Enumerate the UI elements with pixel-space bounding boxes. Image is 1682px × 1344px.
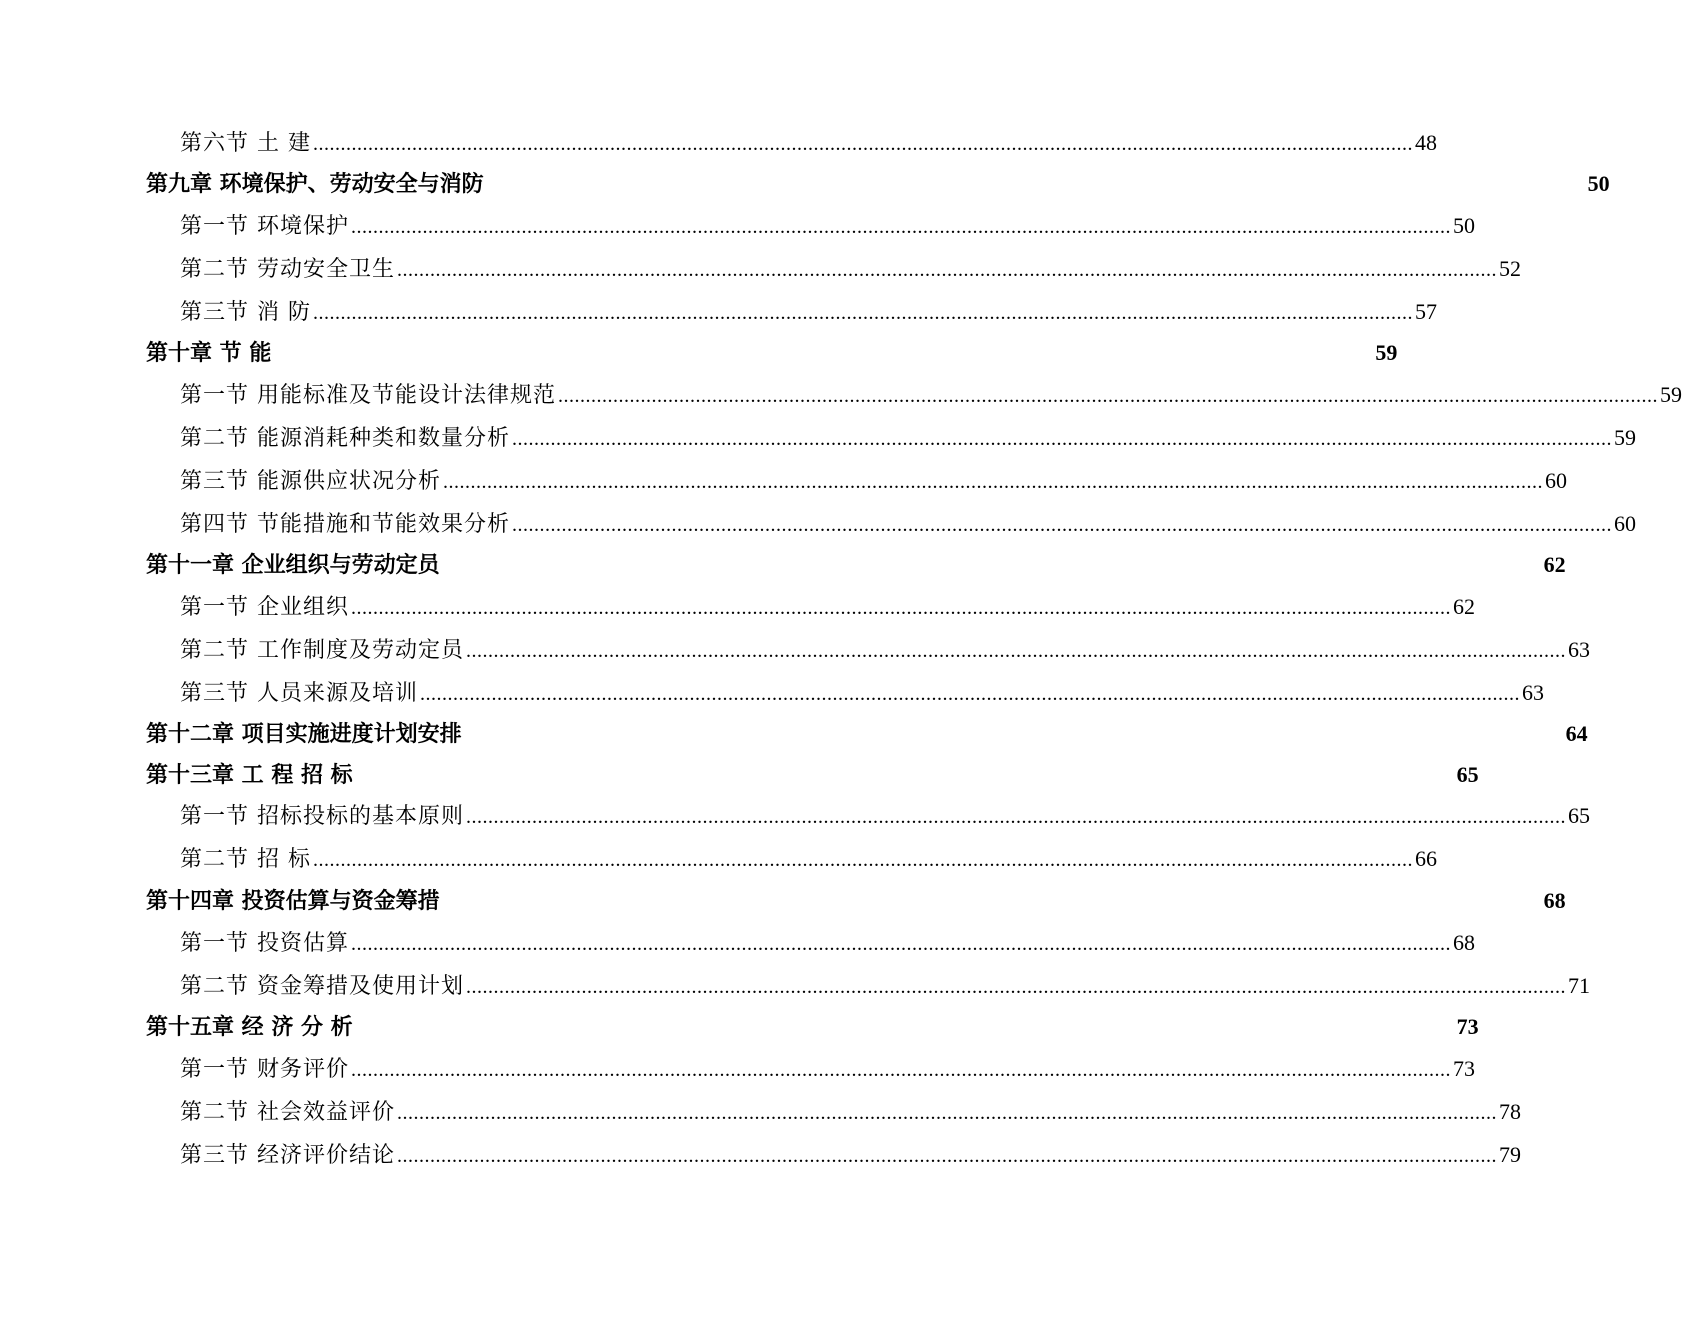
dot-leader: ........................................................................................................................................................................................................ [466, 976, 1566, 998]
toc-page-number: 60 [1614, 511, 1636, 536]
toc-page-number: 65 [1568, 803, 1590, 828]
toc-entry-title: 第十一章 企业组织与劳动定员 [146, 552, 440, 578]
toc-section-entry [180, 842, 1437, 873]
toc-page-number: 50 [1453, 213, 1475, 238]
toc-section-entry [180, 378, 1682, 409]
toc-page-number: 52 [1499, 256, 1521, 281]
toc-entry-title: 第二节 工作制度及劳动定员 [180, 638, 464, 663]
toc-page-number: 63 [1522, 680, 1544, 705]
toc-section-entry [180, 252, 1521, 283]
toc-entry-title: 第二节 资金筹措及使用计划 [180, 974, 464, 999]
toc-section-entry [180, 464, 1567, 495]
toc-section-entry [180, 969, 1590, 1000]
toc-entry-title: 第一节 投资估算 [180, 931, 349, 956]
dot-leader: ........................................................................................................................................................................................................ [420, 683, 1520, 705]
toc-entry-title: 第一节 用能标准及节能设计法律规范 [180, 383, 556, 408]
toc-entry-title: 第二节 能源消耗种类和数量分析 [180, 426, 510, 451]
toc-page-number: 66 [1415, 846, 1437, 871]
toc-section-entry [180, 126, 1437, 157]
toc-chapter-entry [146, 717, 1588, 748]
toc-page-number: 57 [1415, 299, 1437, 324]
toc-entry-title: 第三节 能源供应状况分析 [180, 469, 441, 494]
toc-page-number: 59 [1375, 340, 1398, 365]
toc-entry-title: 第十三章 工 程 招 标 [146, 762, 353, 788]
toc-section-entry [180, 1095, 1521, 1126]
dot-leader: ........................................................................................................................................................................................................ [512, 514, 1612, 536]
toc-section-entry [180, 209, 1475, 240]
toc-section-entry [180, 507, 1636, 538]
dot-leader: ........................................................................................................................................................................................................ [397, 259, 1497, 281]
toc-section-entry [180, 926, 1475, 957]
toc-entry-title: 第一节 财务评价 [180, 1057, 349, 1082]
toc-chapter-entry [146, 1010, 1479, 1041]
dot-leader: ........................................................................................................................................................................................................ [512, 428, 1612, 450]
toc-entry-title: 第三节 经济评价结论 [180, 1143, 395, 1168]
toc-page-number: 68 [1453, 930, 1475, 955]
toc-entry-title: 第十四章 投资估算与资金筹措 [146, 888, 440, 914]
toc-section-entry [180, 633, 1590, 664]
toc-section-entry [180, 421, 1636, 452]
toc-page-number: 71 [1568, 973, 1590, 998]
dot-leader: ........................................................................................................................................................................................................ [313, 302, 1413, 324]
toc-page-number: 68 [1543, 888, 1566, 913]
toc-entry-title: 第十二章 项目实施进度计划安排 [146, 721, 462, 747]
toc-entry-title: 第三节 消 防 [180, 300, 311, 325]
toc-entry-title: 第二节 社会效益评价 [180, 1100, 395, 1125]
toc-entry-title: 第一节 招标投标的基本原则 [180, 804, 464, 829]
dot-leader: ........................................................................................................................................................................................................ [397, 1102, 1497, 1124]
dot-leader: ........................................................................................................................................................................................................ [351, 216, 1451, 238]
toc-section-entry [180, 799, 1590, 830]
dot-leader: ........................................................................................................................................................................................................ [351, 933, 1451, 955]
toc-entry-title: 第四节 节能措施和节能效果分析 [180, 512, 510, 537]
toc-page-number: 78 [1499, 1099, 1521, 1124]
dot-leader: ........................................................................................................................................................................................................ [466, 806, 1566, 828]
toc-section-entry [180, 1052, 1475, 1083]
toc-entry-title: 第三节 人员来源及培训 [180, 681, 418, 706]
toc-entry-title: 第一节 企业组织 [180, 595, 349, 620]
toc-page-number: 65 [1456, 762, 1479, 787]
toc-chapter-entry [146, 548, 1566, 579]
dot-leader: ........................................................................................................................................................................................................ [466, 640, 1566, 662]
toc-page-number: 63 [1568, 637, 1590, 662]
toc-entry-title: 第二节 招 标 [180, 847, 311, 872]
dot-leader: ........................................................................................................................................................................................................ [351, 1059, 1451, 1081]
dot-leader: ........................................................................................................................................................................................................ [558, 385, 1658, 407]
toc-page-number: 79 [1499, 1142, 1521, 1167]
toc-page-number: 60 [1545, 468, 1567, 493]
toc-section-entry [180, 295, 1437, 326]
dot-leader: ........................................................................................................................................................................................................ [351, 597, 1451, 619]
toc-page-number: 73 [1456, 1014, 1479, 1039]
toc-entry-title: 第九章 环境保护、劳动安全与消防 [146, 171, 484, 197]
dot-leader: ........................................................................................................................................................................................................ [443, 471, 1543, 493]
toc-entry-title: 第二节 劳动安全卫生 [180, 257, 395, 282]
toc-entry-title: 第六节 土 建 [180, 131, 311, 156]
toc-entry-title: 第十五章 经 济 分 析 [146, 1014, 353, 1040]
toc-section-entry [180, 1138, 1521, 1169]
dot-leader: ........................................................................................................................................................................................................ [313, 133, 1413, 155]
dot-leader: ........................................................................................................................................................................................................ [313, 849, 1413, 871]
toc-page-number: 50 [1587, 171, 1610, 196]
toc-page-number: 64 [1565, 721, 1588, 746]
toc-chapter-entry [146, 167, 1610, 198]
dot-leader: ........................................................................................................................................................................................................ [397, 1145, 1497, 1167]
toc-page-number: 59 [1614, 425, 1636, 450]
toc-entry-title: 第十章 节 能 [146, 340, 272, 366]
toc-section-entry [180, 676, 1544, 707]
toc-page-number: 59 [1660, 382, 1682, 407]
toc-page-number: 48 [1415, 130, 1437, 155]
toc-entry-title: 第一节 环境保护 [180, 214, 349, 239]
toc-chapter-entry [146, 758, 1479, 789]
toc-page-number: 73 [1453, 1056, 1475, 1081]
toc-section-entry [180, 590, 1475, 621]
toc-page-number: 62 [1453, 594, 1475, 619]
toc-chapter-entry [146, 336, 1398, 367]
toc-page-number: 62 [1543, 552, 1566, 577]
toc-chapter-entry [146, 884, 1566, 915]
